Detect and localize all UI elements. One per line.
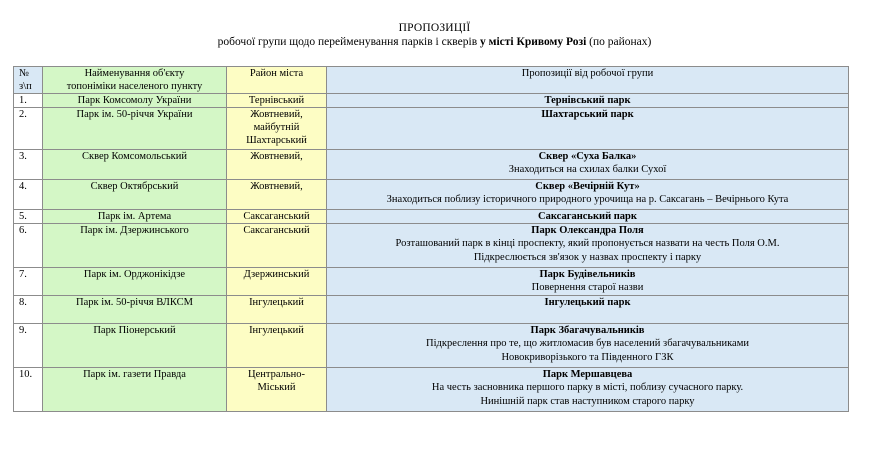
row-district bbox=[227, 150, 327, 180]
proposal-description: Підкреслення про те, що житломасив був населений збагачувальниками bbox=[426, 338, 749, 350]
proposal-name: Парк Збагачувальників bbox=[530, 325, 645, 337]
table-row bbox=[14, 94, 849, 108]
district-line: Інгулецький bbox=[249, 325, 304, 337]
subtitle-bold: у місті Кривому Розі bbox=[480, 36, 587, 48]
table-row bbox=[14, 324, 849, 368]
row-proposal bbox=[327, 324, 849, 368]
table-row bbox=[14, 268, 849, 296]
row-proposal bbox=[327, 368, 849, 412]
document-title: ПРОПОЗИЦІЇ bbox=[398, 22, 471, 34]
row-object-name: Парк ім. Артема bbox=[43, 210, 227, 224]
table-row bbox=[14, 210, 849, 224]
row-proposal bbox=[327, 94, 849, 108]
row-object-name: Парк ім. 50-річчя України bbox=[43, 108, 227, 150]
proposal-description: Знаходиться поблизу історичного природного урочища на р. Саксагань – Вечірнього Кута bbox=[386, 194, 789, 206]
district-line: Центрально- bbox=[248, 369, 305, 381]
district-line: Жовтневий, bbox=[250, 181, 303, 193]
row-proposal bbox=[327, 296, 849, 324]
document-subtitle bbox=[0, 35, 869, 50]
proposal-name: Тернівський парк bbox=[544, 95, 631, 107]
district-line: Тернівський bbox=[248, 95, 305, 107]
row-proposal bbox=[327, 150, 849, 180]
proposal-description: На честь засновника першого парку в місті, поблизу сучасного парку. bbox=[431, 382, 744, 394]
subtitle-plain: робочої групи щодо перейменування парків і скверів bbox=[217, 36, 478, 48]
proposal-description: Новокриворізького та Південного ГЗК bbox=[501, 351, 674, 363]
row-number: 9. bbox=[14, 324, 43, 368]
table-row bbox=[14, 296, 849, 324]
proposal-name: Сквер «Вечірній Кут» bbox=[535, 181, 640, 193]
row-object-name: Сквер Октябрський bbox=[43, 180, 227, 210]
header-proposal: Пропозиції від робочої групи bbox=[327, 67, 849, 94]
table-row bbox=[14, 368, 849, 412]
row-district bbox=[227, 210, 327, 224]
row-proposal bbox=[327, 268, 849, 296]
proposal-description: Нинішній парк став наступником старого парку bbox=[480, 395, 695, 407]
row-district bbox=[227, 94, 327, 108]
row-object-name: Парк ім. 50-річчя ВЛКСМ bbox=[43, 296, 227, 324]
row-district bbox=[227, 368, 327, 412]
row-number: 1. bbox=[14, 94, 43, 108]
table-row bbox=[14, 150, 849, 180]
proposal-name: Сквер «Суха Балка» bbox=[538, 151, 637, 163]
proposal-name: Парк Мершавцева bbox=[542, 369, 633, 381]
row-object-name: Парк ім. газети Правда bbox=[43, 368, 227, 412]
proposal-name: Інгулецький парк bbox=[544, 297, 631, 309]
row-number: 6. bbox=[14, 224, 43, 268]
proposal-name: Парк Будівельників bbox=[539, 269, 636, 281]
row-number: 4. bbox=[14, 180, 43, 210]
row-proposal bbox=[327, 210, 849, 224]
district-line: майбутній bbox=[253, 122, 300, 134]
table-row bbox=[14, 180, 849, 210]
district-line: Жовтневий, bbox=[250, 109, 303, 121]
row-district bbox=[227, 180, 327, 210]
row-district bbox=[227, 324, 327, 368]
row-object-name: Парк Піонерський bbox=[43, 324, 227, 368]
proposal-description: Підкреслюється зв'язок у назвах проспекту і парку bbox=[473, 251, 702, 263]
row-number: 3. bbox=[14, 150, 43, 180]
district-line: Дзержинський bbox=[243, 269, 310, 281]
proposal-name: Парк Олександра Поля bbox=[531, 225, 644, 237]
proposal-name: Саксаганський парк bbox=[538, 211, 637, 223]
district-line: Шахтарський bbox=[246, 135, 307, 147]
document-title-block bbox=[0, 0, 869, 50]
row-number: 10. bbox=[14, 368, 43, 412]
row-district bbox=[227, 108, 327, 150]
header-number: № з\п bbox=[14, 67, 43, 94]
district-line: Інгулецький bbox=[249, 297, 304, 309]
table-header-row bbox=[14, 67, 849, 94]
district-line: Саксаганський bbox=[243, 225, 310, 237]
header-object: Найменування об'єкту топоніміки населеного пункту bbox=[43, 67, 227, 94]
row-number: 7. bbox=[14, 268, 43, 296]
proposals-table bbox=[13, 66, 849, 412]
table-row bbox=[14, 224, 849, 268]
table-row bbox=[14, 108, 849, 150]
row-object-name: Парк Комсомолу України bbox=[43, 94, 227, 108]
row-object-name: Сквер Комсомольський bbox=[43, 150, 227, 180]
row-proposal bbox=[327, 180, 849, 210]
row-district bbox=[227, 224, 327, 268]
row-number: 2. bbox=[14, 108, 43, 150]
row-object-name: Парк ім. Дзержинського bbox=[43, 224, 227, 268]
district-line: Саксаганський bbox=[243, 211, 310, 223]
row-district bbox=[227, 296, 327, 324]
row-number: 5. bbox=[14, 210, 43, 224]
proposal-description: Розташований парк в кінці проспекту, який пропонується назвати на честь Поля О.М. bbox=[395, 238, 780, 250]
row-object-name: Парк ім. Орджонікідзе bbox=[43, 268, 227, 296]
district-line: Міський bbox=[257, 382, 296, 394]
proposal-description: Знаходиться на схилах балки Сухої bbox=[508, 164, 667, 176]
row-proposal bbox=[327, 108, 849, 150]
subtitle-tail: (по районах) bbox=[589, 36, 652, 48]
proposal-name: Шахтарський парк bbox=[541, 109, 634, 121]
header-district: Район міста bbox=[227, 67, 327, 94]
district-line: Жовтневий, bbox=[250, 151, 303, 163]
row-proposal bbox=[327, 224, 849, 268]
row-number: 8. bbox=[14, 296, 43, 324]
proposal-description: Повернення старої назви bbox=[531, 282, 644, 294]
row-district bbox=[227, 268, 327, 296]
